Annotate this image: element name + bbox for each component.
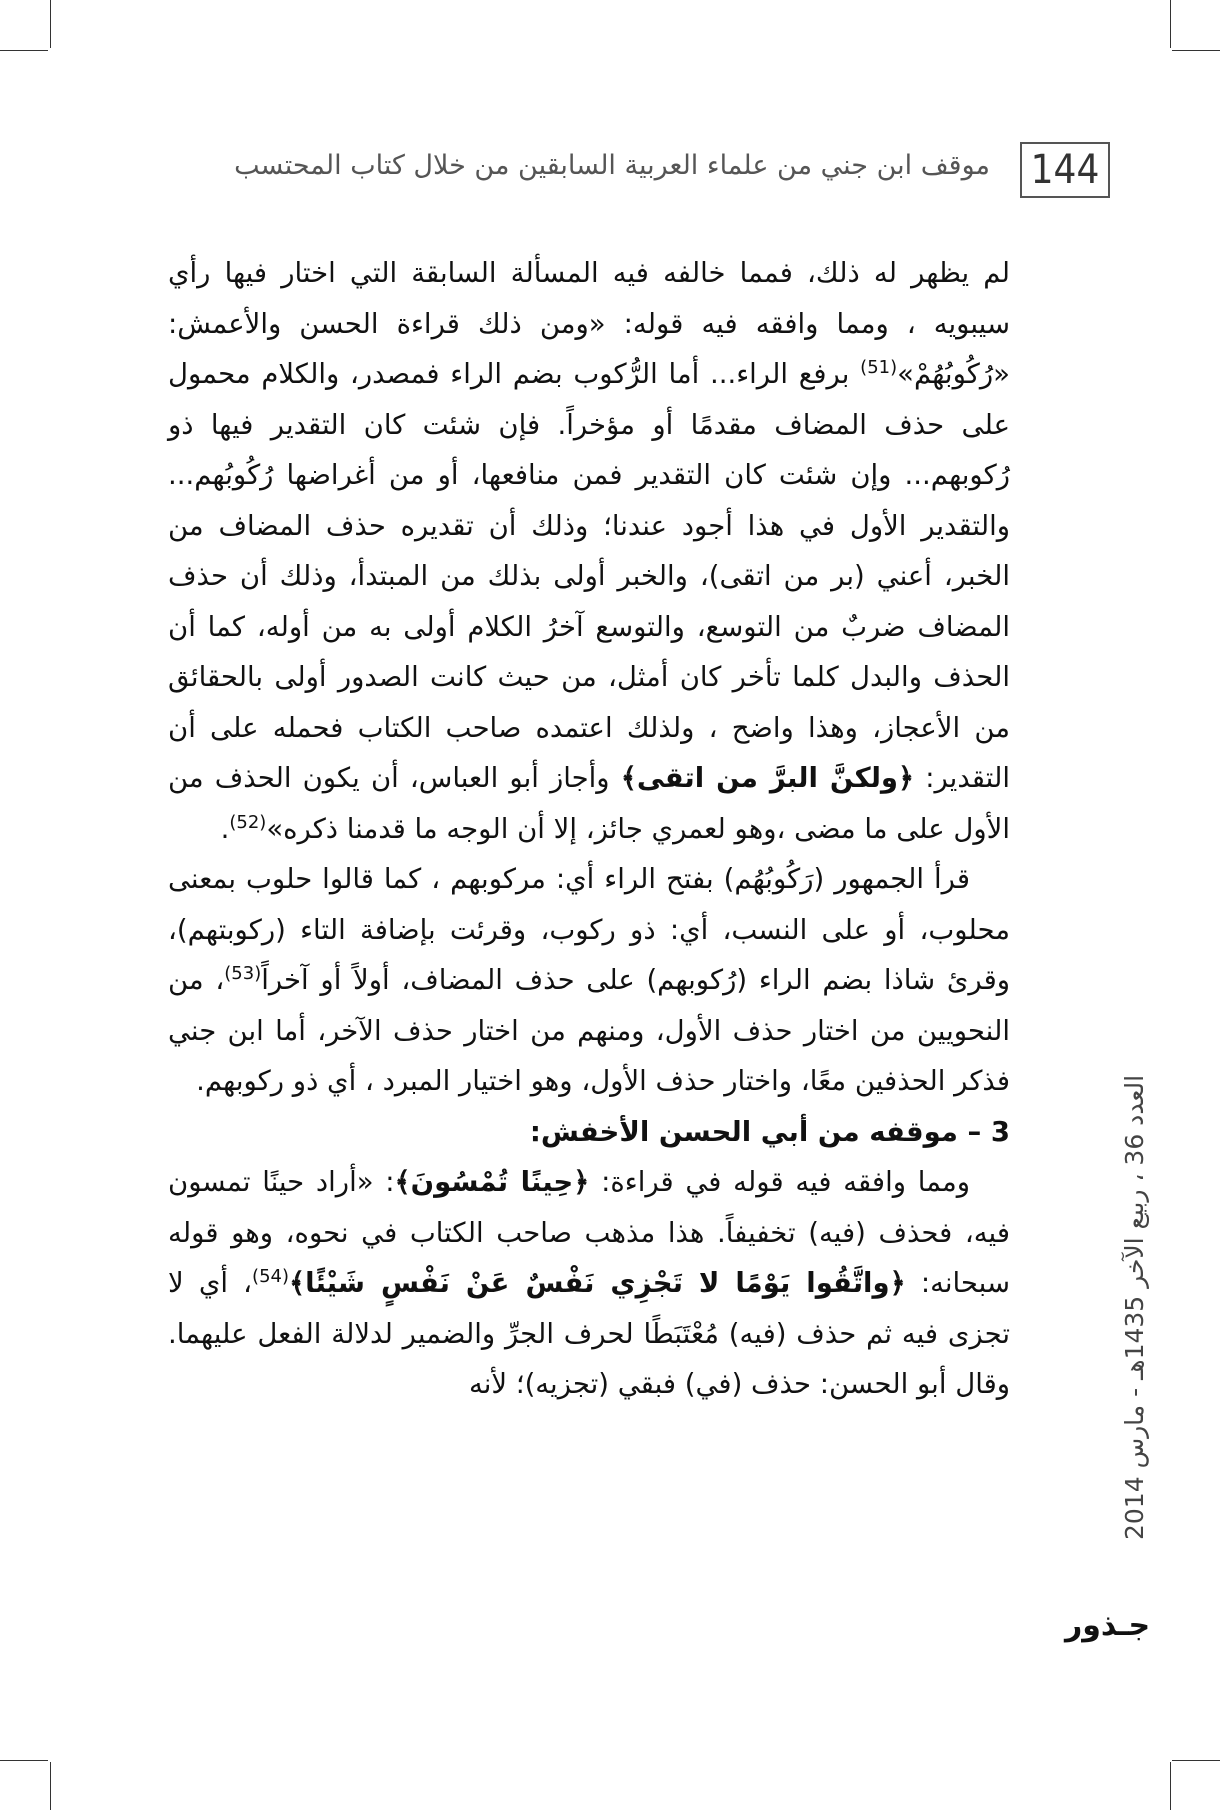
text-run: ومما وافقه فيه قوله في قراءة: [589, 1166, 970, 1198]
crop-mark [1172, 1760, 1220, 1761]
footnote-ref-51: (51) [860, 356, 898, 378]
footnote-ref-54: (54) [252, 1265, 290, 1287]
crop-mark [1172, 50, 1220, 51]
crop-mark [1170, 1762, 1171, 1810]
quran-quote: ﴿واتَّقُوا يَوْمًا لا تَجْزِي نَفْسٌ عَنْ نَفْسٍ شَيْئًا﴾ [289, 1267, 906, 1299]
text-run: ، أي لا تجزى فيه ثم حذف (فيه) مُعْتَبَطًا لحرف الجرِّ والضمير لدلالة الفعل عليهما. وقال أبو الحسن: حذف (في) فبقي (تجزيه)؛ لأنه [168, 1267, 1010, 1400]
footnote-ref-52: (52) [229, 811, 267, 833]
crop-mark [50, 0, 51, 48]
text-run: وأجاز أبو العباس، أن يكون الحذف من الأول على ما مضى ،وهو لعمري جائز، إلا أن الوجه ما قدمنا ذكره» [168, 762, 1010, 845]
crop-mark [50, 1762, 51, 1810]
crop-mark [1170, 0, 1171, 48]
footnote-ref-53: (53) [224, 962, 262, 984]
text-run: برفع الراء... أما الرُّكوب بضم الراء فمصدر، والكلام محمول على حذف المضاف مقدمًا أو مؤخراً. فإن شئت كان التقدير فيها ذو رُكوبهم... وإن شئت كان التقدير فمن منافعها، أو من أغراضها رُكُوبُهم... والتقدير الأول في هذا أجود عندنا؛ وذلك أن تقديره حذف المضاف من الخبر، أعني (بر من اتقى)، والخبر أولى بذلك من المبتدأ، وذلك أن حذف المضاف ضربٌ من التوسع، والتوسع آخرُ الكلام أولى به من أوله، كما أن الحذف والبدل كلما تأخر كان أمثل، من حيث كانت الصدور أولى بالحقائق من الأعجاز، وهذا واضح ، ولذلك اعتمده صاحب الكتاب فحمله على أن التقدير: [168, 358, 1011, 794]
text-run: : «أراد حينًا تمسون فيه، فحذف (فيه) تخفيفاً. هذا مذهب صاحب الكتاب في نحوه، وهو قوله سبحانه: [168, 1166, 1010, 1299]
issue-info: العدد 36 ، ربيع الآخر 1435هـ - مارس 2014 [1120, 1074, 1149, 1540]
text-run: . [220, 812, 230, 845]
quran-quote: ﴿حِينًا تُمْسُونَ﴾ [394, 1166, 590, 1198]
paragraph-2 [168, 854, 1010, 1107]
text-run: قرأ الجمهور (رَكُوبُهُم) بفتح الراء أي: مركوبهم ، كما قالوا حلوب بمعنى محلوب، أو على النسب، أي: ذو ركوب، وقرئت بإضافة التاء (ركوبتهم)، وقرئ شاذا بضم الراء (رُكوبهم) على حذف المضاف، أولاً أو آخراً [168, 863, 1010, 996]
crop-mark [0, 50, 48, 51]
journal-logo: جـذور [1065, 1608, 1151, 1643]
running-title: موقف ابن جني من علماء العربية السابقين من خلال كتاب المحتسب [234, 150, 990, 181]
section-heading: 3 – موقفه من أبي الحسن الأخفش: [529, 1115, 1010, 1148]
paragraph-1 [168, 248, 1010, 854]
page-header [170, 142, 1110, 212]
paragraph-3 [168, 1157, 1010, 1410]
page-number: 144 [1020, 142, 1110, 198]
quran-quote: ﴿ولكنَّ البرَّ من اتقى﴾ [620, 762, 915, 794]
article-body [168, 248, 1010, 1410]
crop-mark [0, 1760, 48, 1761]
text-run: لم يظهر له ذلك، فمما خالفه فيه المسألة السابقة التي اختار فيها رأي سيبويه ، ومما وافقه فيه قوله: «ومن ذلك قراءة الحسن والأعمش: «رُكُوبُهُمْ» [168, 257, 1010, 390]
text-run: ، من النحويين من اختار حذف الأول، ومنهم من اختار حذف الآخر، أما ابن جني فذكر الحذفين معًا، واختار حذف الأول، وهو اختيار المبرد ، أي ذو ركوبهم. [168, 964, 1010, 1097]
